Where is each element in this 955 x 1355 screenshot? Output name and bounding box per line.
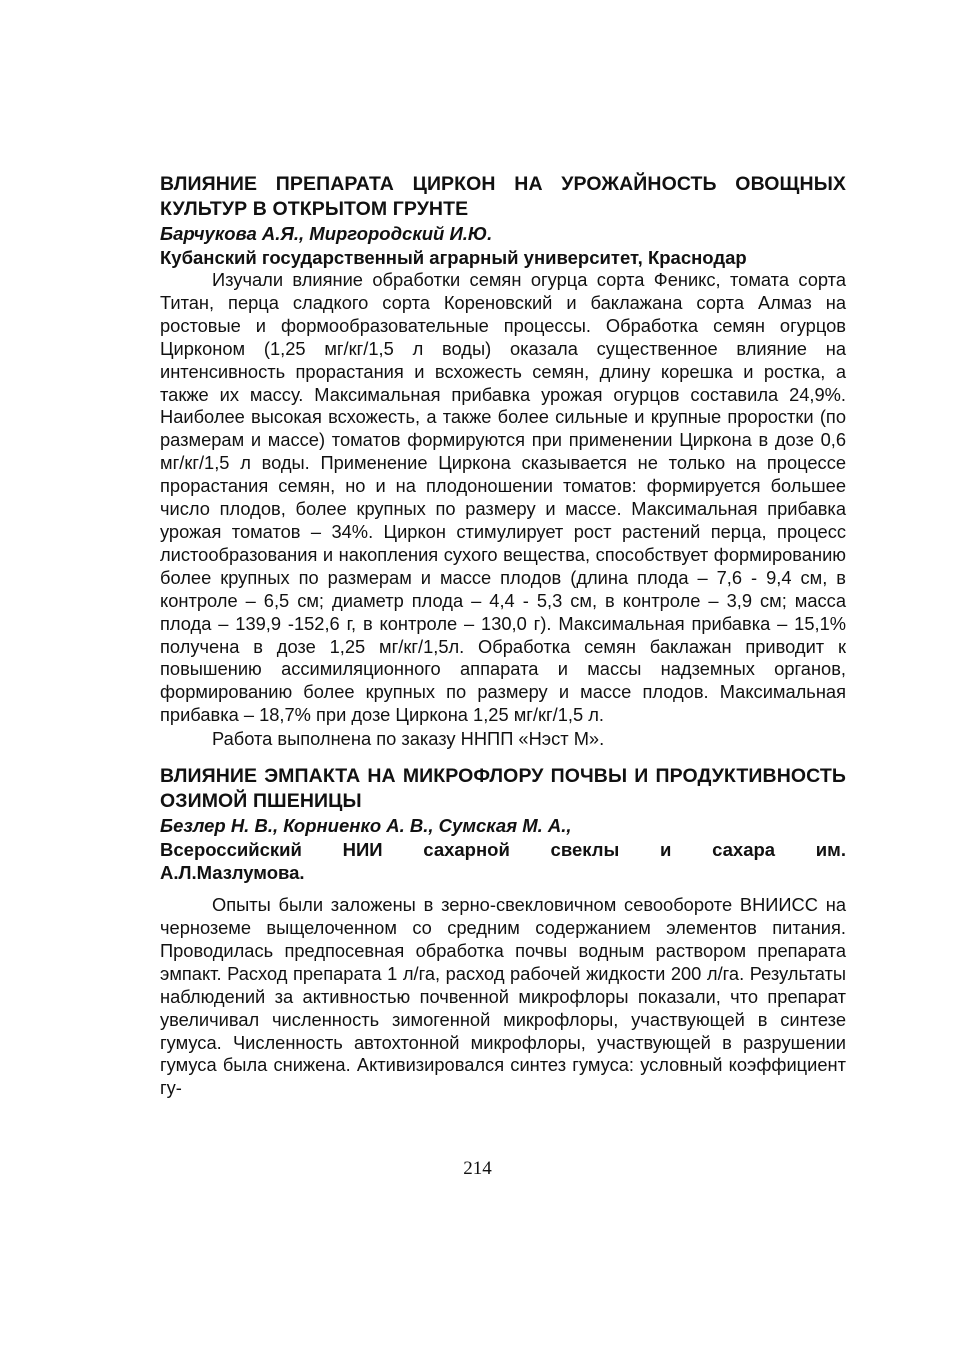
article2-affiliation-line1: Всероссийский НИИ сахарной свеклы и сахара им. (160, 839, 846, 861)
section-spacer (160, 750, 846, 764)
article1-authors: Барчукова А.Я., Миргородский И.Ю. (160, 223, 493, 244)
paragraph-spacer (160, 884, 846, 894)
article2-affiliation-line2: А.Л.Мазлумова. (160, 862, 305, 884)
article1-affiliation: Кубанский государственный аграрный университет, Краснодар (160, 247, 747, 268)
page-content (160, 172, 846, 1100)
article1-body: Изучали влияние обработки семян огурца сорта Феникс, томата сорта Титан, перца сладкого сорта Кореновский и баклажана сорта Алмаз на ростовые и формообразовательные процессы. Обработка семян огурцов Цирконом (1,25 мг/кг/1,5 л воды) оказала существенное влияние на интенсивность прорастания и всхожесть семян, длину корешка и ростка, а также их массу. Максимальная прибавка урожая огурцов составила 24,9%. Наиболее высокая всхожесть, а также более сильные и крупные проростки (по размерам и массе) томатов формируются при применении Циркона в дозе 0,6 мг/кг/1,5 л воды. Применение Циркона сказывается не только на процессе прорастания семян, но и на плодоношении томатов: формируется большее число плодов, более крупных по размеру и массе. Максимальная прибавка урожая томатов – 34%. Циркон стимулирует рост растений перца, процесс листообразования и накопления сухого вещества, способствует формированию более крупных по размерам и массе плодов (длина плода – 7,6 - 9,4 см, в контроле – 6,5 см; диаметр плода – 4,4 - 5,3 см, в контроле – 3,9 см; масса плода – 139,9 -152,6 г, в контроле – 130,0 г). Максимальная прибавка – 15,1% получена в дозе 1,25 мг/кг/1,5л. Обработка семян баклажан приводит к повышению ассимиляционного аппарата и массы надземных органов, формированию более крупных по размеру и массе плодов. Максимальная прибавка – 18,7% при дозе Циркона 1,25 мг/кг/1,5 л. (160, 269, 846, 726)
article1-title: ВЛИЯНИЕ ПРЕПАРАТА ЦИРКОН НА УРОЖАЙНОСТЬ ОВОЩНЫХ КУЛЬТУР В ОТКРЫТОМ ГРУНТЕ (160, 173, 846, 220)
article1-note: Работа выполнена по заказу ННПП «Нэст М». (212, 728, 605, 750)
article2-body: Опыты были заложены в зерно-свекловичном севообороте ВНИИСС на черноземе выщелоченном со средним содержанием элементов питания. Проводилась предпосевная обработка почвы водным раствором препарата эмпакт. Расход препарата 1 л/га, расход рабочей жидкости 200 л/га. Результаты наблюдений за активностью почвенной микрофлоры показали, что препарат увеличивал численность зимогенной микрофлоры, участвующей в синтезе гумуса. Численность автохтонной микрофлоры, участвующей в разрушении гумуса была снижена. Активизировался синтез гумуса: условный коэффициент гу- (160, 894, 846, 1099)
article2-title: ВЛИЯНИЕ ЭМПАКТА НА МИКРОФЛОРУ ПОЧВЫ И ПРОДУКТИВНОСТЬ ОЗИМОЙ ПШЕНИЦЫ (160, 765, 846, 813)
article2-authors: Безлер Н. В., Корниенко А. В., Сумская М. А., (160, 815, 572, 837)
page-number: 214 (463, 1158, 492, 1179)
